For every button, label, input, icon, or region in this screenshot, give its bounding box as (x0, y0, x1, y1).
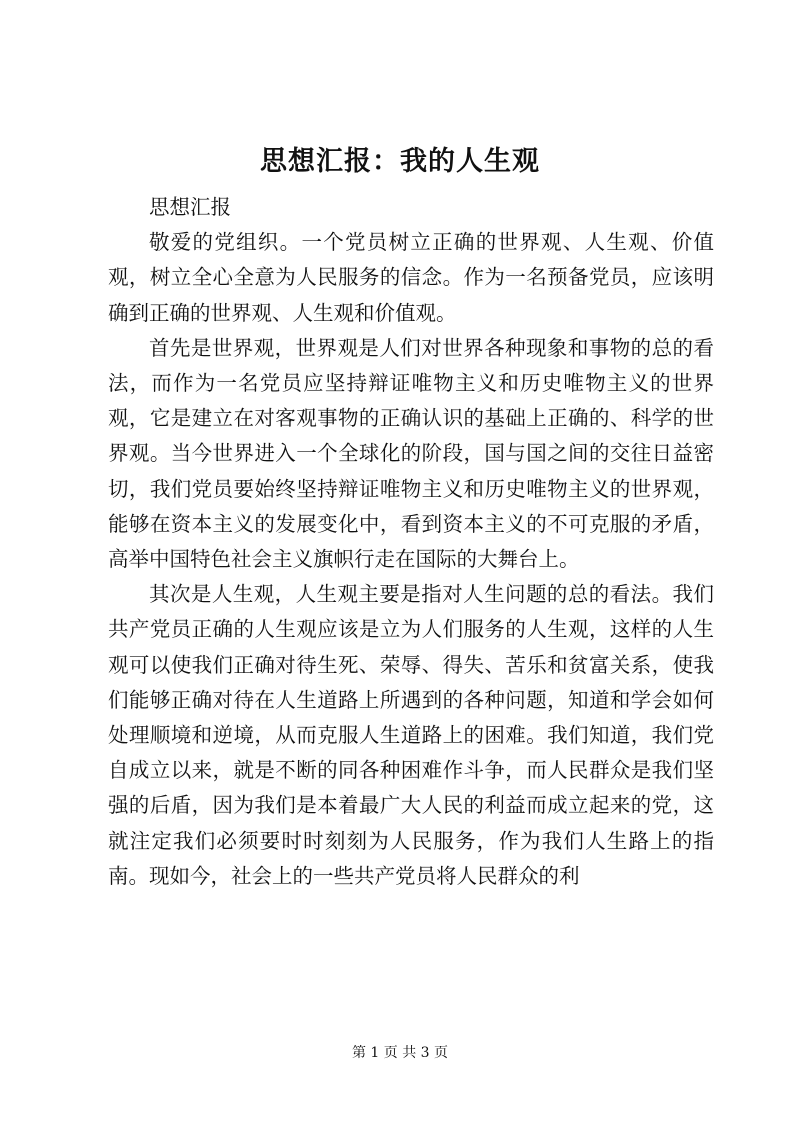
document-body (108, 190, 714, 894)
paragraph-heading: 思想汇报 (149, 195, 231, 219)
document-title: 思想汇报：我的人生观 (260, 146, 540, 177)
paragraph-outlook-on-life: 其次是人生观，人生观主要是指对人生问题的总的看法。我们共产党员正确的人生观应该是立为人们服务的人生观，这样的人生观可以使我们正确对待生死、荣辱、得失、苦乐和贫富关系，使我们能够正确对待在人生道路上所遇到的各种问题，知道和学会如何处理顺境和逆境，从而克服人生道路上的困难。我们知道，我们党自成立以来，就是不断的同各种困难作斗争，而人民群众是我们坚强的后盾，因为我们是本着最广大人民的利益而成立起来的党，这就注定我们必须要时时刻刻为人民服务，作为我们人生路上的指南。现如今，社会上的一些共产党员将人民群众的利 (108, 582, 714, 888)
page-footer: 第 1 页 共 3 页 (351, 1045, 449, 1061)
paragraph-intro: 敬爱的党组织。一个党员树立正确的世界观、人生观、价值观，树立全心全意为人民服务的信念。作为一名预备党员，应该明确到正确的世界观、人生观和价值观。 (108, 230, 714, 325)
paragraph-worldview: 首先是世界观，世界观是人们对世界各种现象和事物的总的看法，而作为一名党员应坚持辩证唯物主义和历史唯物主义的世界观，它是建立在对客观事物的正确认识的基础上正确的、科学的世界观。当今世界进入一个全球化的阶段，国与国之间的交往日益密切，我们党员要始终坚持辩证唯物主义和历史唯物主义的世界观，能够在资本主义的发展变化中，看到资本主义的不可克服的矛盾，高举中国特色社会主义旗帜行走在国际的大舞台上。 (108, 335, 714, 572)
